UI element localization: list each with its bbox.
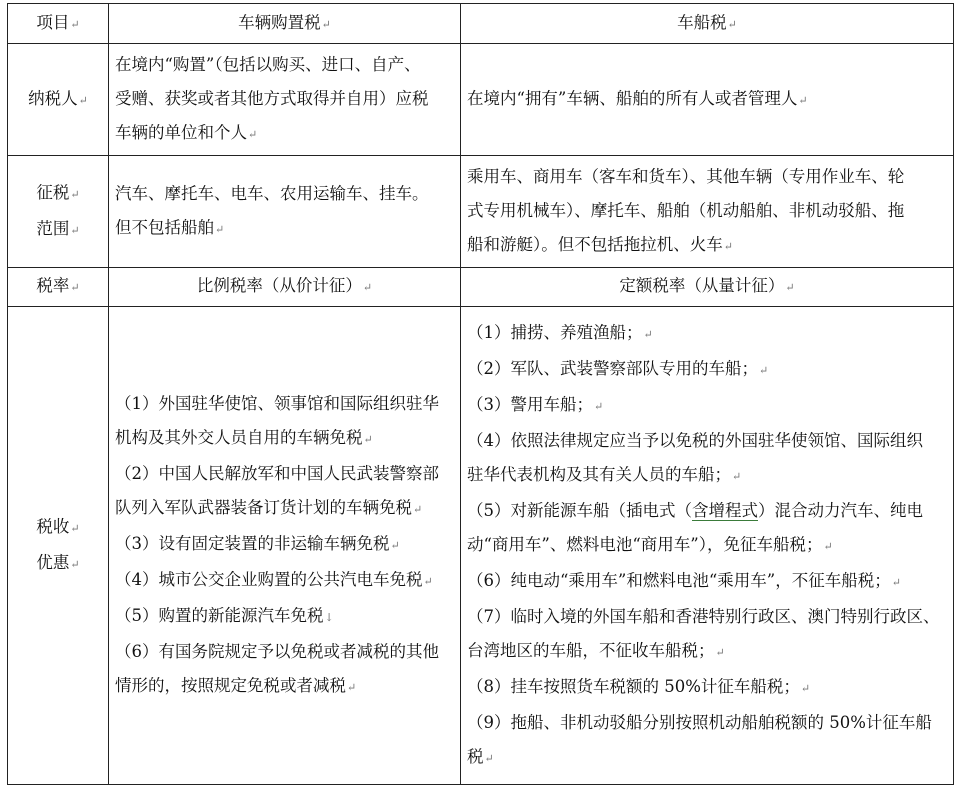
- paragraph-mark-icon: ↵: [823, 539, 833, 553]
- relief-row: [8, 307, 954, 785]
- rate-purchase-cell: [109, 268, 461, 307]
- paragraph-mark-icon: ↵: [891, 575, 901, 589]
- rate-vessel-cell: [461, 268, 954, 307]
- relief-purchase-line: （4）城市公交企业购置的公共汽电车免税↵: [115, 569, 433, 589]
- relief-vessel-line: 驻华代表机构及其有关人员的车船；↵: [467, 464, 742, 484]
- line-break-mark-icon: ↓: [324, 610, 334, 624]
- scope-label-line: 范围↵: [36, 218, 80, 238]
- taxpayer-vessel-cell: [461, 44, 954, 156]
- rate-row: [8, 268, 954, 307]
- relief-vessel-line: （1）捕捞、养殖渔船；↵: [467, 322, 653, 342]
- header-item-cell: [8, 4, 109, 44]
- taxpayer-row: [8, 44, 954, 156]
- paragraph-mark-icon: ↵: [70, 17, 80, 31]
- paragraph-mark-icon: ↵: [423, 574, 433, 588]
- paragraph-mark-icon: ↵: [70, 557, 80, 571]
- taxpayer-label: 纳税人: [28, 88, 78, 108]
- paragraph-mark-icon: ↵: [215, 222, 225, 236]
- taxpayer-vessel-text: 在境内“拥有”车辆、船舶的所有人或者管理人: [467, 88, 798, 108]
- paragraph-mark-icon: ↵: [413, 502, 423, 516]
- relief-purchase-line: 队列入军队武器装备订货计划的车辆免税↵: [115, 497, 423, 517]
- taxpayer-purchase-line: 在境内“购置”（包括以购买、进口、自产、: [115, 54, 421, 74]
- relief-label-line: 税收↵: [36, 516, 80, 536]
- paragraph-mark-icon: ↵: [732, 469, 742, 483]
- relief-label-line: 优惠↵: [36, 552, 80, 572]
- paragraph-mark-icon: ↵: [715, 645, 725, 659]
- paragraph-mark-icon: ↵: [347, 680, 357, 694]
- paragraph-mark-icon: ↵: [484, 751, 494, 765]
- relief-vessel-line: （2）军队、武装警察部队专用的车船；↵: [467, 358, 769, 378]
- scope-vessel-line: 式专用机械车）、摩托车、船舶（机动船舶、非机动驳船、拖: [467, 200, 905, 220]
- paragraph-mark-icon: ↵: [643, 327, 653, 341]
- paragraph-mark-icon: ↵: [798, 93, 808, 107]
- paragraph-mark-icon: ↵: [785, 281, 795, 294]
- paragraph-mark-icon: ↵: [248, 127, 258, 141]
- paragraph-mark-icon: ↵: [390, 538, 400, 552]
- relief-purchase-line: （5）购置的新能源汽车免税↓: [115, 605, 334, 625]
- scope-purchase-line: 但不包括船舶↵: [115, 217, 225, 237]
- relief-vessel-line: （7）临时入境的外国车船和香港特别行政区、澳门特别行政区、: [467, 606, 940, 626]
- paragraph-mark-icon: ↵: [70, 521, 80, 535]
- taxpayer-purchase-line: 受赠、获奖或者其他方式取得并自用）应税: [115, 88, 429, 108]
- taxpayer-label-cell: [8, 44, 109, 156]
- relief-purchase-line: 机构及其外交人员自用的车辆免税↵: [115, 427, 373, 447]
- header-row: [8, 4, 954, 44]
- taxpayer-purchase-line: 车辆的单位和个人↵: [115, 122, 258, 142]
- paragraph-mark-icon: ↵: [727, 17, 737, 31]
- paragraph-mark-icon: ↵: [363, 432, 373, 446]
- scope-label-line: 征税↵: [36, 182, 80, 202]
- relief-vessel-line: （9）拖船、非机动驳船分别按照机动船舶税额的 50%计征车船: [467, 712, 932, 732]
- header-item: 项目: [36, 12, 70, 32]
- scope-purchase-cell: [109, 156, 461, 268]
- relief-vessel-line: （6）纯电动“乘用车”和燃料电池“乘用车”，不征车船税；↵: [467, 570, 901, 590]
- scope-row: [8, 156, 954, 268]
- relief-purchase-line: （3）设有固定装置的非运输车辆免税↵: [115, 533, 400, 553]
- taxpayer-purchase-cell: [109, 44, 461, 156]
- paragraph-mark-icon: ↵: [70, 223, 80, 237]
- scope-vessel-cell: [461, 156, 954, 268]
- relief-vessel-line: 动“商用车”、燃料电池“商用车”），免征车船税；↵: [467, 534, 833, 554]
- paragraph-mark-icon: ↵: [800, 681, 811, 695]
- relief-vessel-line: 税↵: [467, 746, 494, 766]
- paragraph-mark-icon: ↵: [723, 239, 733, 253]
- relief-vessel-line: （4）依照法律规定应当予以免税的外国驻华使领馆、国际组织: [467, 430, 923, 450]
- relief-vessel-cell: [461, 307, 954, 785]
- relief-label-cell: [8, 307, 109, 785]
- header-purchase-tax: 车辆购置税: [238, 12, 321, 32]
- header-vessel-tax: 车船税: [677, 12, 727, 32]
- header-purchase-tax-cell: [109, 4, 461, 44]
- relief-vessel-line: （5）对新能源车船（插电式（含增程式）混合动力汽车、纯电: [467, 500, 923, 520]
- tax-comparison-table: [7, 3, 954, 785]
- scope-vessel-line: 船和游艇）。但不包括拖拉机、火车↵: [467, 234, 733, 254]
- scope-label-cell: [8, 156, 109, 268]
- scope-vessel-line: 乘用车、商用车（客车和货车）、其他车辆（专用作业车、轮: [467, 166, 905, 186]
- relief-vessel-line: 台湾地区的车船，不征收车船税；↵: [467, 640, 725, 660]
- paragraph-mark-icon: ↵: [321, 17, 331, 31]
- underlined-term: 含增程式: [692, 500, 758, 520]
- scope-purchase-line: 汽车、摩托车、电车、农用运输车、挂车。: [115, 183, 429, 203]
- rate-vessel-text: 定额税率（从量计征）: [619, 276, 785, 295]
- paragraph-mark-icon: ↵: [759, 363, 769, 377]
- paragraph-mark-icon: ↵: [362, 281, 373, 294]
- header-vessel-tax-cell: [461, 4, 954, 44]
- paragraph-mark-icon: ↵: [70, 187, 80, 201]
- relief-purchase-line: 情形的，按照规定免税或者减税↵: [115, 675, 357, 695]
- rate-label-cell: [8, 268, 109, 307]
- relief-purchase-line: （1）外国驻华使馆、领事馆和国际组织驻华: [115, 393, 439, 413]
- paragraph-mark-icon: ↵: [78, 93, 88, 107]
- paragraph-mark-icon: ↵: [594, 399, 604, 413]
- relief-purchase-cell: [109, 307, 461, 785]
- relief-vessel-line: （8）挂车按照货车税额的 50%计征车船税；↵: [467, 676, 811, 696]
- relief-purchase-line: （6）有国务院规定予以免税或者减税的其他: [115, 641, 439, 661]
- rate-purchase-text: 比例税率（从价计征）: [196, 276, 362, 295]
- relief-purchase-line: （2）中国人民解放军和中国人民武装警察部: [115, 463, 439, 483]
- relief-vessel-line: （3）警用车船；↵: [467, 394, 604, 414]
- paragraph-mark-icon: ↵: [70, 281, 80, 294]
- rate-label: 税率: [36, 276, 70, 295]
